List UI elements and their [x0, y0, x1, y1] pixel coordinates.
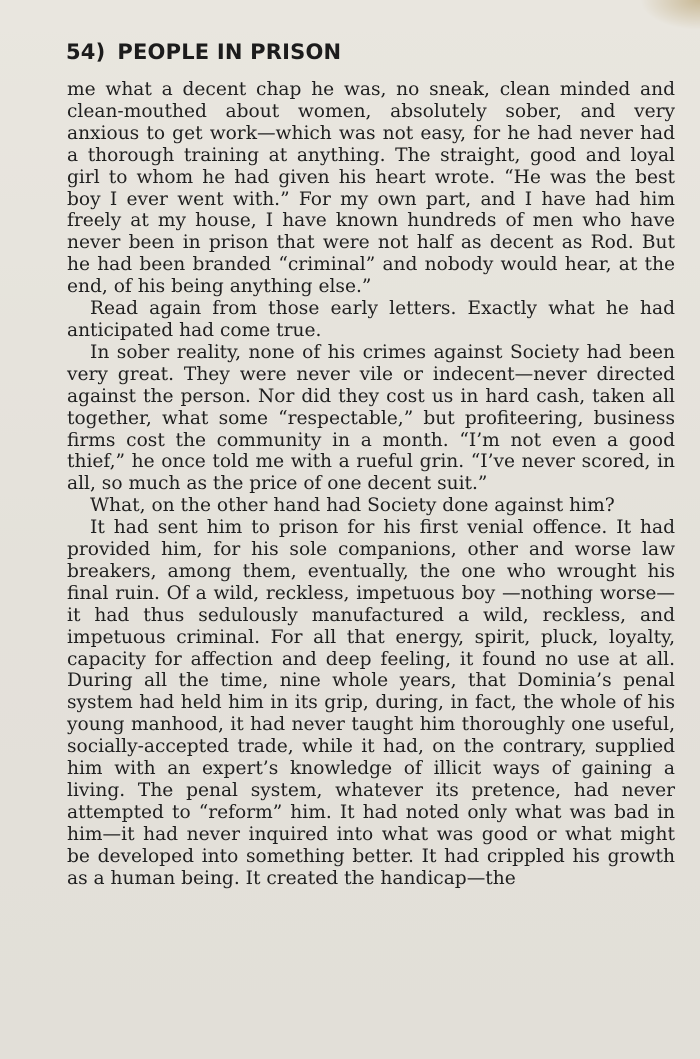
paragraph: What, on the other hand had Society done against him? — [90, 495, 615, 517]
page-corner-stain — [640, 0, 700, 30]
running-header — [66, 40, 341, 64]
paragraph: Read again from those early letters. Exactly what he had anticipated had come true. — [67, 298, 675, 341]
paragraph: me what a decent chap he was, no sneak, clean minded and clean-mouthed about women, absolutely sober, and very anxious to get work—which was not easy, for he had never had a thorough training at anything. The straight, good and loyal girl to whom he had given his heart wrote. “He was the best boy I ever went with.” For my own part, and I have had him freely at my house, I have known hundreds of men who have never been in prison that were not half as decent as Rod. But he had been branded “criminal” and nobody would hear, at the end, of his being anything else.” — [67, 79, 675, 298]
page-number: 54) — [66, 40, 106, 64]
running-title: PEOPLE IN PRISON — [117, 40, 342, 64]
paragraph: In sober reality, none of his crimes against Society had been very great. They were never vile or indecent—never directed against the person. Nor did they cost us in hard cash, taken all together, what some “respectable,” but profiteering, business firms cost the community in a month. “I’m not even a good thief,” he once told me with a rueful grin. “I’ve never scored, in all, so much as the price of one decent suit.” — [67, 341, 675, 495]
paragraph: It had sent him to prison for his first venial offence. It had provided him, for his sole companions, other and worse law breakers, among them, eventually, the one who wrought his final ruin. Of a wild, reckless, impetuous boy —nothing worse—it had thus sedulously manufactured a wild, reckless, and impetuous criminal. For all that energy, spirit, pluck, loyalty, capacity for affection and deep feeling, it found no use at all. During all the time, nine whole years, that Dominia’s penal system had held him in its grip, during, in fact, the whole of his young manhood, it had never taught him thoroughly one useful, socially-accepted trade, while it had, on the contrary, supplied him with an expert’s knowledge of illicit ways of gaining a living. The penal system, whatever its pretence, had never attempted to “reform” him. It had noted only what was bad in him—it had never inquired into what was good or what might be developed into something better. It had crippled his growth as a human being. It created the handicap—the — [67, 517, 675, 889]
body-text — [67, 79, 675, 890]
